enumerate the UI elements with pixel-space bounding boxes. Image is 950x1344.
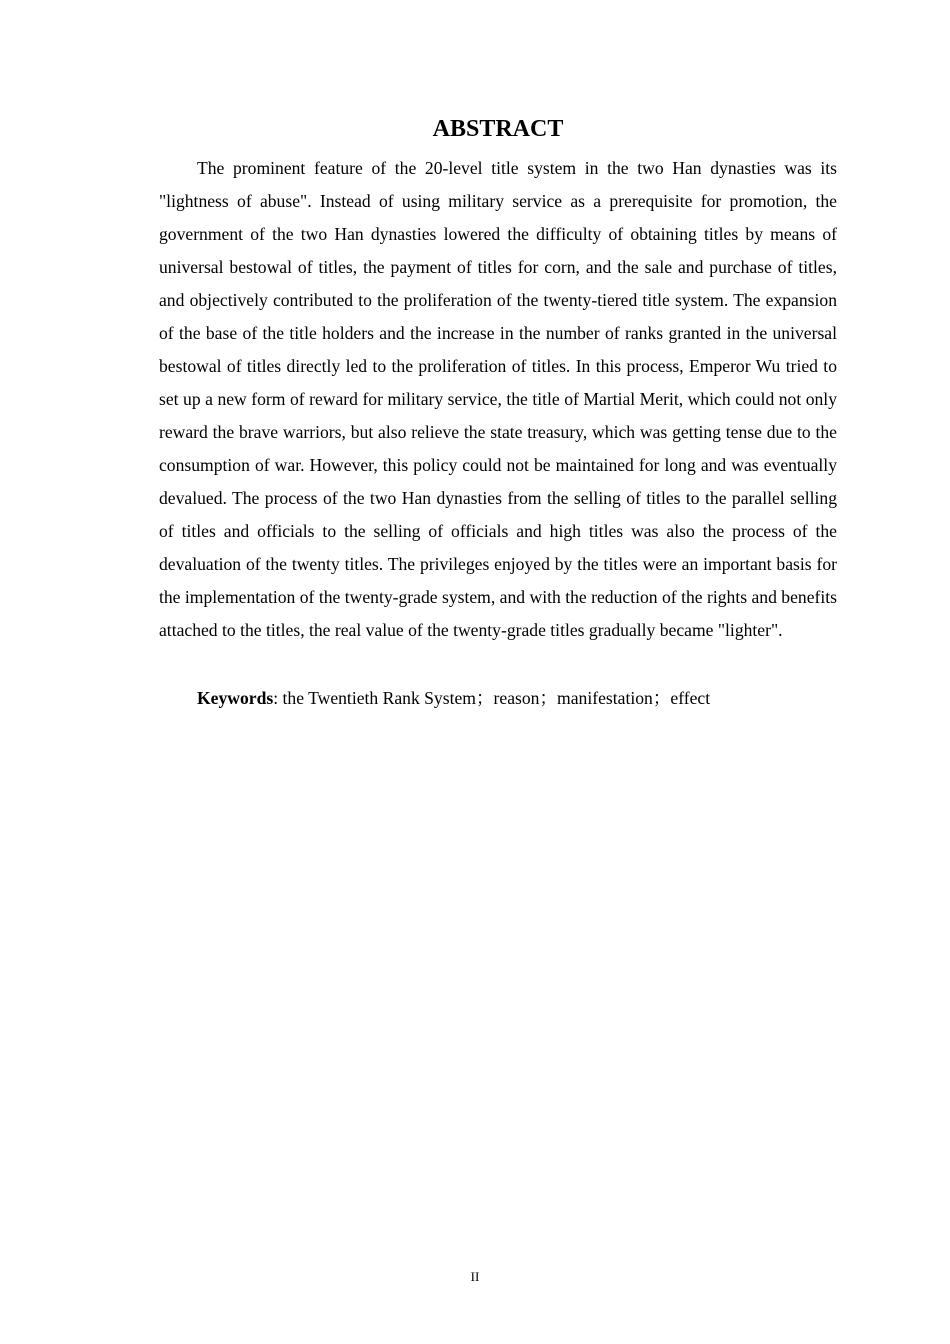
keywords-label: Keywords: [197, 688, 274, 708]
page-number: II: [470, 1269, 480, 1284]
abstract-paragraph: The prominent feature of the 20-level title system in the two Han dynasties was its "lightness of abuse". Instead of using military service as a prerequisite for promotion, the government of the two Han dynasties lowered the difficulty of obtaining titles by means of universal bestowal of titles, the payment of titles for corn, and the sale and purchase of titles, and objectively contributed to the proliferation of the twenty-tiered title system. The expansion of the base of the title holders and the increase in the number of ranks granted in the universal bestowal of titles directly led to the proliferation of titles. In this process, Emperor Wu tried to set up a new form of reward for military service, the title of Martial Merit, which could not only reward the brave warriors, but also relieve the state treasury, which was getting tense due to the consumption of war. However, this policy could not be maintained for long and was eventually devalued. The process of the two Han dynasties from the selling of titles to the parallel selling of titles and officials to the selling of officials and high titles was also the process of the devaluation of the twenty titles. The privileges enjoyed by the titles were an important basis for the implementation of the twenty-grade system, and with the reduction of the rights and benefits attached to the titles, the real value of the twenty-grade titles gradually became "lighter".: [159, 158, 837, 640]
keywords-line: [159, 682, 837, 715]
keywords-list: the Twentieth Rank System；reason；manifestation；effect: [282, 688, 711, 708]
abstract-heading: ABSTRACT: [432, 116, 564, 142]
keywords-separator: :: [273, 688, 283, 708]
